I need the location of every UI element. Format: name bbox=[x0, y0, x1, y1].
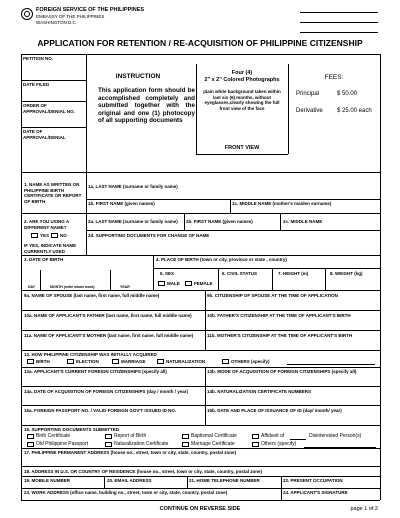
field-15b-label: 15b. DATE AND PLACE OF ISSUANCE OF ID (day/ month/ year) bbox=[207, 408, 342, 413]
field-4-label: 4. PLACE OF BIRTH (town or city, province or state , country) bbox=[156, 257, 287, 262]
row13-bottom bbox=[21, 386, 380, 387]
row16-bottom bbox=[21, 448, 380, 449]
field-1a-label: 1a. LAST NAME (surname or family name) bbox=[88, 184, 178, 189]
checkbox-others-text: OTHERS (specify) bbox=[231, 359, 270, 364]
fee-derivative-label: Derivative bbox=[296, 108, 323, 114]
doc-natcert-label: Naturalization Certificate bbox=[114, 441, 169, 447]
others-blank-line bbox=[287, 364, 375, 365]
office-line-1 bbox=[21, 80, 86, 81]
photo-front-view: FRONT VIEW bbox=[224, 145, 260, 151]
row11-bottom bbox=[21, 350, 380, 351]
row1-bottom bbox=[21, 213, 380, 214]
embassy-seal-inner bbox=[24, 11, 30, 17]
field-12-label: 12. HOW PHILIPPINE CITIZENSHIP WAS INITIALLY ACQUIRED bbox=[24, 352, 157, 357]
doc-affidavit-label: Affidavit of bbox=[261, 433, 285, 439]
row1b-divider bbox=[230, 199, 231, 213]
doc-others-label: Others (specify) bbox=[261, 441, 297, 447]
checkbox-yes[interactable] bbox=[31, 233, 38, 238]
doc-birth-label: Birth Certificate bbox=[36, 433, 71, 439]
header-line-3 bbox=[300, 32, 378, 33]
checkbox-male-label: MALE bbox=[167, 281, 180, 286]
field-14b-label: 14b. NATURALIZATION CERTIFICATE NUMBERS bbox=[207, 389, 311, 394]
fee-principal-label: Principal bbox=[296, 91, 320, 97]
fee-principal-amount: $ 50.00 bbox=[337, 91, 358, 97]
dob-year-label: YEAR bbox=[120, 285, 130, 289]
row19-divider-b bbox=[187, 476, 188, 488]
field-1c-label: 1c. MIDDLE NAME (mother's maiden surname) bbox=[232, 201, 332, 206]
doc-marriage-label: Marriage Certificate bbox=[191, 441, 235, 447]
checkbox-election[interactable] bbox=[67, 359, 74, 364]
field-7-label: 7. HEIGHT (m) bbox=[278, 271, 309, 276]
checkbox-election-label: ELECTION bbox=[76, 359, 99, 364]
field-13b-label: 13b. MODE OF ACQUISITION OF FOREIGN CITIZENSHIPS (specify all) bbox=[207, 369, 357, 374]
row2-divider-c bbox=[280, 213, 281, 230]
row1-split bbox=[86, 199, 380, 200]
row17-bottom bbox=[21, 466, 380, 467]
form-title: APPLICATION FOR RETENTION / RE-ACQUISITION OF PHILIPPINE CITIZENSHIP bbox=[37, 38, 363, 48]
row5-divider-c bbox=[272, 268, 273, 290]
field-11b-label: 11b. MOTHER'S CITIZENSHIP AT THE TIME OF APPLICANT'S BIRTH bbox=[207, 333, 353, 338]
row9-11-divider bbox=[205, 290, 206, 350]
field-1-label: 1. NAME AS WRITTEN ON PHILIPPINE BIRTH CERTIFICATE OR REPORT OF BIRTH bbox=[24, 182, 82, 204]
office-line-3 bbox=[21, 127, 86, 128]
top-border bbox=[21, 54, 380, 55]
form-top-border bbox=[21, 172, 380, 174]
form-bottom-border bbox=[21, 500, 380, 501]
checkbox-marriage-label: MARRIAGE bbox=[121, 359, 146, 364]
row2-divider bbox=[86, 213, 87, 255]
row12-bottom bbox=[21, 367, 380, 368]
doc-natcert-checkbox[interactable] bbox=[105, 442, 112, 447]
row3-divider bbox=[153, 255, 154, 268]
field-19-label: 19. MOBILE NUMBER bbox=[24, 478, 71, 483]
dob-month-label: MONTH (write whole word) bbox=[50, 285, 95, 289]
page-number: page 1 of 2 bbox=[350, 506, 378, 512]
doc-report-label: Report of Birth bbox=[114, 433, 147, 439]
header-line-2 bbox=[300, 22, 378, 23]
doc-baptismal-checkbox[interactable] bbox=[182, 434, 189, 439]
doc-oldpp-label: Old Philippine Passport bbox=[36, 441, 88, 447]
checkbox-naturalization[interactable] bbox=[157, 359, 164, 364]
field-3-label: 3. DATE OF BIRTH bbox=[24, 257, 64, 262]
field-23-label: 23. WORK ADDRESS (office name, building no., street, town or city, state, country, postal zone) bbox=[24, 490, 228, 495]
photo-size: 2" x 2" Colored Photographs bbox=[204, 77, 280, 83]
row5-divider-d bbox=[325, 268, 326, 290]
photo-box-bottom bbox=[196, 154, 288, 155]
field-8-label: 8. WEIGHT (kg) bbox=[330, 271, 363, 276]
field-11a-label: 11a. NAME OF APPLICANT'S MOTHER (last name, first name, full middle name) bbox=[24, 333, 194, 338]
checkbox-birth[interactable] bbox=[27, 359, 34, 364]
checkbox-birth-label: BIRTH bbox=[36, 359, 50, 364]
field-22-label: 22. PRESENT OCCUPATION bbox=[283, 478, 343, 483]
header-line-1 bbox=[300, 12, 378, 13]
field-2d-label: 2d. SUPPORTING DOCUMENTS FOR CHANGE OF NAME bbox=[88, 233, 210, 238]
right-border-top bbox=[380, 54, 381, 172]
row2-split bbox=[86, 230, 380, 231]
field-6-label: 6. CIVIL STATUS bbox=[222, 271, 258, 276]
photo-count: Four (4) bbox=[231, 70, 253, 76]
order-date-label: DATE OF APPROVAL/DENIAL bbox=[23, 129, 66, 140]
agency-name: FOREIGN SERVICE OF THE PHILIPPINES bbox=[36, 7, 145, 13]
row4-split bbox=[153, 268, 380, 269]
field-18-label: 18. ADDRESS IN U.S. OR COUNTRY OF RESIDENCE (house no., street, town or city, state, country, postal zone) bbox=[24, 469, 262, 474]
field-21-label: 21. HOME TELEPHONE NUMBER bbox=[189, 478, 260, 483]
field-9a-label: 9a. NAME OF SPOUSE (last name, first name, full middle name) bbox=[24, 293, 160, 298]
row9-bottom bbox=[21, 310, 380, 311]
row14-bottom bbox=[21, 405, 380, 406]
row19-divider-a bbox=[104, 476, 105, 488]
dob-month-divider bbox=[110, 270, 111, 290]
doc-oldpp-checkbox[interactable] bbox=[27, 442, 34, 447]
field-20-label: 20. EMAIL ADDRESS bbox=[107, 478, 152, 483]
embassy-name: EMBASSY OF THE PHILIPPINES bbox=[36, 14, 105, 19]
photo-note: plain white background taken within last six (6) months, without eyeglasses,clearly showing the full front view of the face bbox=[203, 89, 281, 111]
dob-day-divider bbox=[40, 270, 41, 290]
doc-baptismal-label: Baptismal Certificate bbox=[191, 433, 237, 439]
doc-disinterested-label: Disinterested Person(s) bbox=[309, 433, 362, 439]
field-5-label: 5. SEX bbox=[160, 271, 175, 276]
checkbox-male[interactable] bbox=[158, 281, 165, 286]
row5-divider-a bbox=[153, 268, 154, 290]
field-15a-label: 15a. FOREIGN PASSPORT NO. / VALID FOREIGN GOV'T ISSUED ID NO. bbox=[24, 408, 177, 413]
field-24-label: 24. APPLICANT'S SIGNATURE bbox=[283, 490, 348, 495]
continue-note: CONTINUE ON REVERSE SIDE bbox=[159, 506, 241, 512]
field-2b-label: 2b. FIRST NAME (given names) bbox=[186, 219, 253, 224]
row15-bottom bbox=[21, 425, 380, 426]
office-line-2 bbox=[21, 101, 86, 102]
doc-others-checkbox[interactable] bbox=[252, 442, 259, 447]
petition-no-label: PETITION NO. bbox=[23, 56, 54, 61]
row5-divider-b bbox=[218, 268, 219, 290]
field-2a-label: 2a. LAST NAME (surname or family name) bbox=[88, 219, 178, 224]
row18-bottom bbox=[21, 476, 380, 477]
field-1b-label: 1b. FIRST NAME (given names) bbox=[88, 201, 155, 206]
doc-birth-checkbox[interactable] bbox=[27, 434, 34, 439]
checkbox-no[interactable] bbox=[51, 233, 58, 238]
form-left-border bbox=[21, 172, 22, 500]
field-10a-label: 10a. NAME OF APPLICANT'S FATHER (last name, first name, full middle name) bbox=[24, 313, 192, 318]
doc-marriage-checkbox[interactable] bbox=[182, 442, 189, 447]
field-14a-label: 14a. DATE OF ACQUISITION OF FOREIGN CITIZENSHIPS (day / month / year) bbox=[24, 389, 189, 394]
instruction-heading: INSTRUCTION bbox=[115, 73, 161, 80]
field-2c-label: 2c. MIDDLE NAME bbox=[283, 219, 323, 224]
field-13a-label: 13a. APPLICANT'S CURRENT FOREIGN CITIZENSHIPS (specify all) bbox=[24, 369, 167, 374]
checkbox-yes-label: YES bbox=[40, 233, 50, 238]
checkbox-others[interactable] bbox=[222, 359, 229, 364]
dob-day-label: DAY bbox=[28, 285, 36, 289]
row2-bottom bbox=[21, 255, 380, 256]
checkbox-female[interactable] bbox=[185, 281, 192, 286]
order-no-label: ORDER OF APPROVAL/DENIAL NO. bbox=[23, 103, 75, 114]
checkbox-naturalization-label: NATURALIZATION bbox=[166, 359, 206, 364]
field-17-label: 17. PHILIPPINE PERMANENT ADDRESS (house no., street, town or city, state, country, postal zone) bbox=[24, 450, 236, 455]
office-divider bbox=[86, 54, 87, 172]
form-right-border bbox=[380, 172, 381, 500]
doc-report-checkbox[interactable] bbox=[105, 434, 112, 439]
affidavit-blank-line bbox=[290, 439, 306, 440]
field-2-label: 2. ARE YOU USING A DIFFERENT NAME? bbox=[24, 219, 69, 230]
row5-bottom bbox=[21, 290, 380, 291]
checkbox-female-label: FEMALE bbox=[194, 281, 213, 286]
row19-bottom bbox=[21, 488, 380, 489]
checkbox-marriage[interactable] bbox=[112, 359, 119, 364]
fee-derivative-amount: $ 25.00 each bbox=[337, 108, 372, 114]
date-filed-label: DATE FILED bbox=[23, 82, 50, 87]
field-16-label: 16. SUPPORTING DOCUMENTS SUBMITTED bbox=[24, 427, 120, 432]
row13-15-divider bbox=[205, 367, 206, 425]
embassy-city: WASHINGTON D.C. bbox=[36, 20, 78, 25]
field-2-if-yes: IF YES, INDICATE NAME CURRENTLY USED bbox=[24, 243, 77, 254]
doc-affidavit-checkbox[interactable] bbox=[252, 434, 259, 439]
left-border-top bbox=[21, 54, 22, 172]
checkbox-no-label: NO bbox=[60, 233, 67, 238]
instruction-text: This application form should be accomplished completely and submitted together with the original and one (1) photocopy of all supporting documents bbox=[98, 87, 195, 125]
row10-bottom bbox=[21, 330, 380, 331]
fees-heading: FEES: bbox=[324, 74, 344, 81]
field-10b-label: 10b. FATHER'S CITIZENSHIP AT THE TIME OF APPLICANT'S BIRTH bbox=[207, 313, 351, 318]
row2-divider-b bbox=[184, 213, 185, 230]
field-9b-label: 9b. CITIZENSHIP OF SPOUSE AT THE TIME OF APPLICATION bbox=[207, 293, 338, 298]
